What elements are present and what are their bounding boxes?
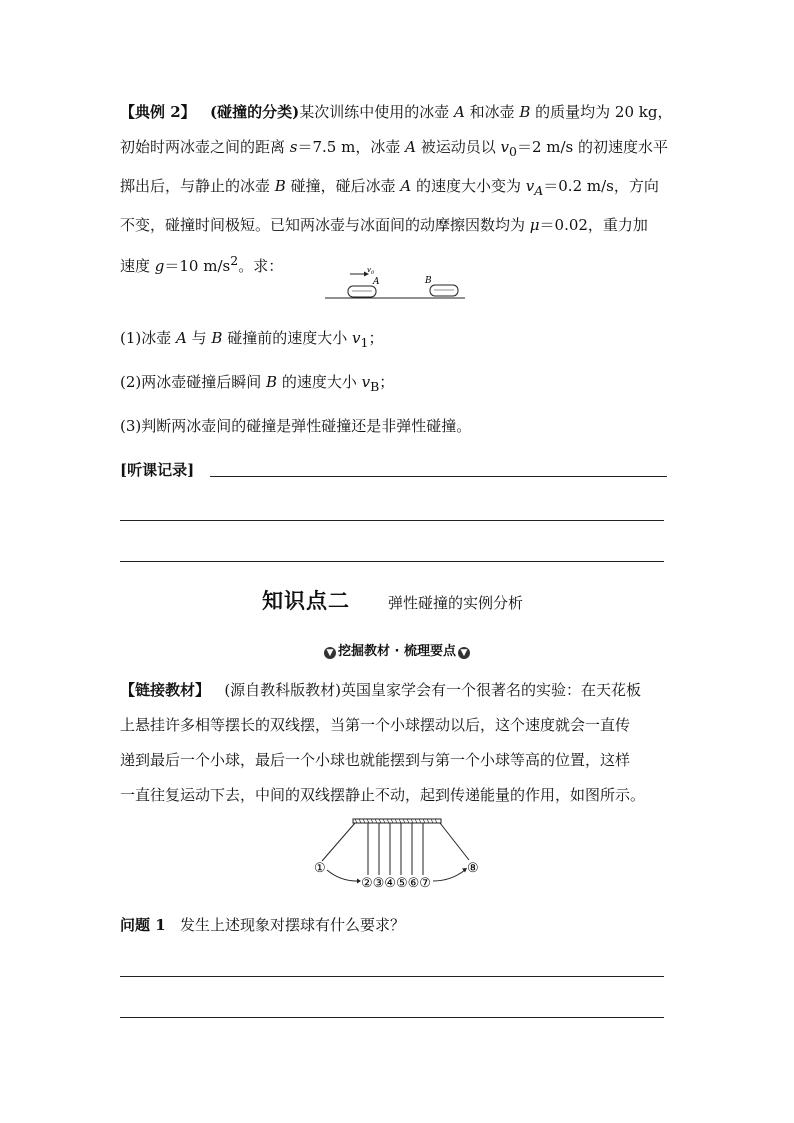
example-text: ＝10 m/s	[164, 257, 231, 275]
example-text: 。求：	[238, 257, 284, 275]
example-text: 和冰壶	[464, 103, 520, 121]
example-text: 被运动员以	[415, 138, 501, 156]
var-v1-sub: 1	[360, 335, 369, 350]
example-text: ＝0.02，重力加	[539, 216, 648, 234]
link-source: (源自教科版教材)	[224, 681, 342, 699]
var-s: s	[289, 138, 298, 156]
stone-B	[430, 285, 458, 296]
pendulum-figure	[305, 815, 495, 890]
var-g: g	[154, 257, 165, 275]
var-vA-sub: A	[534, 183, 544, 198]
knowledge-title: 知识点二	[262, 589, 350, 613]
stone-A	[348, 286, 376, 297]
swing-arrow-right	[433, 870, 465, 881]
knowledge-subtitle: 弹性碰撞的实例分析	[388, 594, 524, 612]
down-arrow-circle-icon: ▼	[324, 647, 336, 659]
notes-line-2[interactable]	[120, 520, 664, 521]
link-text: 上悬挂许多相等摆长的双线摆，当第一个小球摆动以后，这个速度就会一直传	[120, 716, 631, 734]
example-text: ＝0.2 m/s，方向	[543, 177, 659, 195]
example-text: 某次训练中使用的冰壶	[299, 103, 454, 121]
var-vB: v	[361, 373, 371, 391]
link-paragraph	[120, 673, 690, 813]
notes-label: [听课记录]	[120, 461, 195, 479]
example-text: 的质量均为 20 kg，	[530, 103, 673, 121]
down-arrow-circle-icon: ▼	[458, 647, 470, 659]
problem-1-text: 发生上述现象对摆球有什么要求？	[179, 916, 405, 934]
var-A: A	[400, 177, 412, 195]
section-heading	[0, 640, 794, 659]
example-text: ＝7.5 m，冰壶	[297, 138, 406, 156]
example-text: 掷出后，与静止的冰壶	[120, 177, 275, 195]
var-B: B	[519, 103, 531, 121]
example-text: 不变，碰撞时间极短。已知两冰壶与冰面间的动摩擦因数均为	[120, 216, 530, 234]
example-text: 初始时两冰壶之间的距离	[120, 138, 290, 156]
example-text: ＝2 m/s 的初速度水平	[516, 138, 668, 156]
example-paragraph	[120, 95, 680, 284]
var-A: A	[453, 103, 465, 121]
var-B: B	[211, 329, 223, 347]
notes-line-1[interactable]	[210, 476, 667, 477]
var-vA: v	[525, 177, 535, 195]
curling-figure	[320, 262, 470, 302]
answer-line-2[interactable]	[120, 1017, 664, 1018]
example-text: 速度	[120, 257, 155, 275]
var-B: B	[274, 177, 286, 195]
q-text: 碰撞前的速度大小	[222, 329, 352, 347]
q-text: (1)冰壶	[120, 329, 177, 347]
example-category: (碰撞的分类)	[209, 103, 300, 121]
problem-1	[120, 908, 680, 943]
ball-label-middle: ②③④⑤⑥⑦	[361, 876, 431, 890]
var-v0: v	[500, 138, 509, 156]
var-mu: μ	[529, 216, 540, 234]
var-sup: 2	[230, 253, 239, 268]
link-text: 一直往复运动下去，中间的双线摆静止不动，起到传递能量的作用，如图所示。	[120, 786, 646, 804]
ball-label-1: ①	[314, 861, 326, 876]
q-text: (2)两冰壶碰撞后瞬间	[120, 373, 267, 391]
q-text: 与	[186, 329, 212, 347]
ceiling-hatch	[355, 819, 437, 823]
q-text: (3)判断两冰壶间的碰撞是弹性碰撞还是非弹性碰撞。	[120, 417, 472, 435]
q-text: 的速度大小	[277, 373, 362, 391]
var-A: A	[405, 138, 416, 156]
q-text: ；	[379, 373, 395, 391]
var-B: B	[266, 373, 278, 391]
swing-arrow-left	[327, 870, 357, 881]
var-vB-sub: B	[370, 379, 380, 394]
example-tag: 【典例 2】	[120, 103, 196, 121]
question-1	[120, 321, 680, 360]
link-text: 英国皇家学会有一个很著名的实验：在天花板	[341, 681, 642, 699]
example-text: 的速度大小变为	[411, 177, 526, 195]
question-2	[120, 365, 680, 404]
answer-line-1[interactable]	[120, 976, 664, 977]
fig-v0-label: $v_0$	[367, 266, 375, 276]
var-v1: v	[352, 329, 361, 347]
link-tag: 【链接教材】	[120, 681, 211, 699]
pendulum-string-1	[322, 823, 355, 861]
pendulum-string-8	[440, 823, 469, 860]
link-text: 递到最后一个小球，最后一个小球也就能摆到与第一个小球等高的位置，这样	[120, 751, 631, 769]
notes-line-3[interactable]	[120, 561, 664, 562]
section-heading-text: 挖掘教材 · 梳理要点	[338, 644, 456, 659]
problem-1-label: 问题 1	[120, 916, 166, 934]
question-3	[120, 409, 680, 444]
ball-label-8: ⑧	[467, 861, 479, 876]
var-v0-sub: 0	[508, 144, 517, 159]
var-A: A	[176, 329, 187, 347]
fig-A-label: A	[373, 277, 380, 287]
example-text: 碰撞，碰后冰壶	[285, 177, 401, 195]
fig-B-label: B	[425, 276, 432, 286]
q-text: ；	[368, 329, 384, 347]
